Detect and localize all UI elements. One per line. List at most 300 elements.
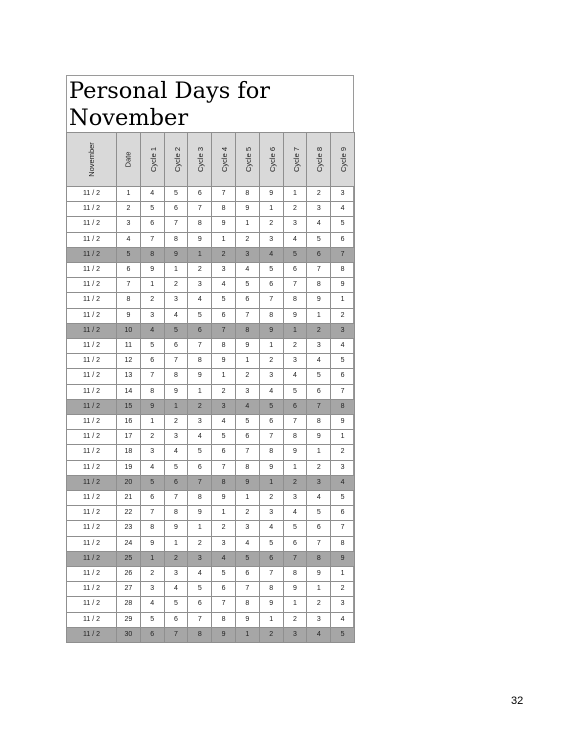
column-header [188, 133, 212, 187]
table-cell: 4 [307, 491, 331, 506]
table-cell: 2 [140, 430, 164, 445]
table-cell: 7 [140, 232, 164, 247]
table-cell: 6 [188, 597, 212, 612]
table-cell: 8 [140, 247, 164, 262]
table-cell: 3 [212, 263, 236, 278]
table-cell: 11 / 2 [67, 536, 117, 551]
table-cell: 4 [331, 202, 355, 217]
table-cell: 7 [307, 536, 331, 551]
table-cell: 22 [117, 506, 141, 521]
table-cell: 8 [117, 293, 141, 308]
table-row [67, 293, 355, 308]
table-cell: 7 [140, 369, 164, 384]
table-cell: 7 [235, 582, 259, 597]
table-cell: 8 [283, 430, 307, 445]
table-cell: 26 [117, 567, 141, 582]
table-cell: 8 [235, 187, 259, 202]
table-cell: 30 [117, 627, 141, 642]
table-cell: 9 [140, 536, 164, 551]
table-cell: 5 [212, 293, 236, 308]
table-cell: 6 [164, 202, 188, 217]
table-cell: 5 [188, 445, 212, 460]
table-cell: 5 [164, 323, 188, 338]
table-cell: 7 [188, 612, 212, 627]
column-header-label: Cycle 6 [267, 146, 277, 173]
table-cell: 23 [117, 521, 141, 536]
table-row [67, 187, 355, 202]
table-cell: 1 [307, 582, 331, 597]
table-cell: 11 / 2 [67, 384, 117, 399]
table-cell: 1 [164, 399, 188, 414]
table-row [67, 582, 355, 597]
table-cell: 6 [235, 567, 259, 582]
table-cell: 11 / 2 [67, 551, 117, 566]
table-cell: 7 [117, 278, 141, 293]
table-cell: 5 [283, 247, 307, 262]
table-cell: 4 [259, 521, 283, 536]
table-cell: 8 [259, 445, 283, 460]
table-cell: 9 [259, 323, 283, 338]
table-row [67, 369, 355, 384]
table-cell: 9 [307, 430, 331, 445]
table-cell: 4 [140, 323, 164, 338]
table-cell: 1 [283, 187, 307, 202]
table-cell: 4 [212, 415, 236, 430]
table-cell: 4 [307, 217, 331, 232]
table-cell: 6 [259, 551, 283, 566]
table-cell: 8 [307, 415, 331, 430]
table-cell: 7 [235, 308, 259, 323]
table-cell: 4 [212, 551, 236, 566]
table-body [67, 187, 355, 643]
table-cell: 3 [235, 247, 259, 262]
table-cell: 5 [307, 232, 331, 247]
table-cell: 9 [188, 232, 212, 247]
table-cell: 2 [331, 308, 355, 323]
table-cell: 7 [164, 627, 188, 642]
table-cell: 9 [140, 263, 164, 278]
table-cell: 4 [140, 187, 164, 202]
table-cell: 8 [331, 399, 355, 414]
table-cell: 7 [307, 263, 331, 278]
table-cell: 3 [140, 445, 164, 460]
table-cell: 11 / 2 [67, 308, 117, 323]
table-cell: 1 [140, 278, 164, 293]
table-row [67, 521, 355, 536]
table-cell: 17 [117, 430, 141, 445]
table-row [67, 475, 355, 490]
table-cell: 6 [307, 521, 331, 536]
table-cell: 6 [164, 612, 188, 627]
table-cell: 5 [331, 491, 355, 506]
table-cell: 28 [117, 597, 141, 612]
table-cell: 9 [164, 384, 188, 399]
table-cell: 9 [235, 202, 259, 217]
table-cell: 6 [140, 627, 164, 642]
table-cell: 4 [117, 232, 141, 247]
table-cell: 9 [212, 354, 236, 369]
table-cell: 4 [235, 263, 259, 278]
table-cell: 3 [331, 460, 355, 475]
table-cell: 5 [140, 475, 164, 490]
table-cell: 8 [283, 293, 307, 308]
table-cell: 1 [235, 627, 259, 642]
table-cell: 5 [259, 536, 283, 551]
table-cell: 9 [283, 308, 307, 323]
table-cell: 9 [331, 551, 355, 566]
table-cell: 1 [212, 369, 236, 384]
table-cell: 1 [235, 217, 259, 232]
table-cell: 4 [283, 369, 307, 384]
table-cell: 1 [307, 445, 331, 460]
table-cell: 7 [235, 445, 259, 460]
table-cell: 6 [140, 217, 164, 232]
table-cell: 11 / 2 [67, 597, 117, 612]
table-cell: 9 [212, 627, 236, 642]
table-cell: 1 [259, 612, 283, 627]
table-cell: 2 [140, 567, 164, 582]
table-cell: 6 [212, 308, 236, 323]
table-cell: 9 [188, 369, 212, 384]
table-cell: 6 [283, 536, 307, 551]
table-cell: 7 [259, 567, 283, 582]
table-cell: 2 [212, 247, 236, 262]
table-cell: 2 [235, 232, 259, 247]
table-cell: 3 [283, 491, 307, 506]
table-cell: 3 [283, 627, 307, 642]
table-cell: 2 [307, 597, 331, 612]
table-cell: 3 [164, 567, 188, 582]
table-cell: 6 [140, 354, 164, 369]
table-cell: 2 [307, 460, 331, 475]
table-cell: 2 [331, 582, 355, 597]
table-cell: 5 [331, 354, 355, 369]
table-cell: 8 [212, 339, 236, 354]
table-cell: 7 [164, 491, 188, 506]
table-cell: 5 [307, 369, 331, 384]
table-row [67, 612, 355, 627]
table-cell: 1 [235, 354, 259, 369]
table-cell: 4 [188, 293, 212, 308]
table-cell: 11 / 2 [67, 506, 117, 521]
table-cell: 11 / 2 [67, 582, 117, 597]
table-cell: 8 [188, 217, 212, 232]
table-cell: 7 [259, 430, 283, 445]
table-cell: 2 [283, 339, 307, 354]
table-cell: 1 [331, 430, 355, 445]
column-header [235, 133, 259, 187]
table-cell: 15 [117, 399, 141, 414]
table-cell: 1 [212, 232, 236, 247]
table-cell: 4 [331, 612, 355, 627]
table-cell: 3 [259, 506, 283, 521]
table-cell: 4 [188, 567, 212, 582]
table-cell: 8 [307, 551, 331, 566]
table-cell: 3 [212, 536, 236, 551]
table-cell: 11 / 2 [67, 278, 117, 293]
table-cell: 19 [117, 460, 141, 475]
table-cell: 4 [283, 232, 307, 247]
table-cell: 5 [140, 202, 164, 217]
table-cell: 4 [307, 354, 331, 369]
column-header-label: Cycle 8 [315, 146, 325, 173]
column-header [164, 133, 188, 187]
table-cell: 5 [188, 582, 212, 597]
table-cell: 11 / 2 [67, 247, 117, 262]
table-cell: 5 [283, 384, 307, 399]
table-cell: 7 [140, 506, 164, 521]
table-cell: 8 [212, 202, 236, 217]
table-cell: 3 [188, 415, 212, 430]
table-cell: 4 [164, 582, 188, 597]
table-row [67, 399, 355, 414]
column-header-label: Cycle 4 [220, 146, 230, 173]
column-header-label: Cycle 7 [291, 146, 301, 173]
table-row [67, 263, 355, 278]
table-cell: 11 / 2 [67, 232, 117, 247]
table-cell: 5 [212, 567, 236, 582]
table-cell: 5 [140, 339, 164, 354]
table-cell: 7 [212, 187, 236, 202]
table-cell: 2 [188, 399, 212, 414]
table-cell: 6 [331, 506, 355, 521]
table-cell: 4 [235, 536, 259, 551]
table-cell: 7 [164, 217, 188, 232]
table-cell: 13 [117, 369, 141, 384]
table-cell: 18 [117, 445, 141, 460]
table-cell: 2 [283, 612, 307, 627]
table-cell: 5 [307, 506, 331, 521]
table-cell: 2 [307, 187, 331, 202]
table-cell: 4 [164, 445, 188, 460]
table-cell: 3 [188, 278, 212, 293]
table-cell: 8 [212, 475, 236, 490]
table-cell: 3 [331, 187, 355, 202]
table-cell: 11 / 2 [67, 460, 117, 475]
table-cell: 7 [283, 551, 307, 566]
table-cell: 11 / 2 [67, 567, 117, 582]
table-cell: 4 [164, 308, 188, 323]
table-cell: 7 [283, 415, 307, 430]
table-cell: 8 [140, 521, 164, 536]
column-header [117, 133, 141, 187]
table-row [67, 354, 355, 369]
table-cell: 4 [212, 278, 236, 293]
table-cell: 1 [140, 415, 164, 430]
table-cell: 1 [283, 597, 307, 612]
table-cell: 3 [331, 597, 355, 612]
table-cell: 8 [188, 354, 212, 369]
table-cell: 9 [331, 415, 355, 430]
table-cell: 8 [235, 323, 259, 338]
table-cell: 1 [307, 308, 331, 323]
column-header-label: Cycle 1 [148, 146, 158, 173]
table-cell: 7 [212, 323, 236, 338]
column-header-label: Date [123, 151, 133, 168]
table-cell: 7 [212, 597, 236, 612]
table-cell: 9 [212, 491, 236, 506]
table-cell: 2 [307, 323, 331, 338]
table-cell: 2 [117, 202, 141, 217]
table-cell: 6 [212, 582, 236, 597]
table-cell: 3 [307, 339, 331, 354]
table-cell: 1 [188, 384, 212, 399]
table-cell: 1 [188, 521, 212, 536]
table-cell: 11 / 2 [67, 202, 117, 217]
table-row [67, 308, 355, 323]
table-cell: 14 [117, 384, 141, 399]
table-row [67, 415, 355, 430]
table-cell: 6 [188, 187, 212, 202]
table-cell: 3 [235, 521, 259, 536]
table-cell: 3 [212, 399, 236, 414]
table-cell: 11 [117, 339, 141, 354]
column-header-label: November [86, 142, 96, 177]
table-cell: 1 [164, 263, 188, 278]
table-cell: 1 [331, 567, 355, 582]
column-header [331, 133, 355, 187]
table-cell: 2 [164, 415, 188, 430]
table-cell: 5 [259, 399, 283, 414]
table-cell: 1 [283, 460, 307, 475]
table-cell: 7 [331, 384, 355, 399]
table-cell: 4 [283, 506, 307, 521]
table-cell: 5 [283, 521, 307, 536]
table-row [67, 627, 355, 642]
table-cell: 5 [235, 415, 259, 430]
table-cell: 11 / 2 [67, 430, 117, 445]
column-header-label: Cycle 5 [243, 146, 253, 173]
table-row [67, 536, 355, 551]
column-header [140, 133, 164, 187]
table-cell: 7 [283, 278, 307, 293]
schedule-card [66, 75, 354, 643]
table-row [67, 551, 355, 566]
page-number: 32 [511, 695, 524, 707]
table-row [67, 597, 355, 612]
table-cell: 4 [188, 430, 212, 445]
table-cell: 1 [259, 339, 283, 354]
table-cell: 29 [117, 612, 141, 627]
table-cell: 5 [212, 430, 236, 445]
table-cell: 9 [235, 475, 259, 490]
table-row [67, 278, 355, 293]
table-cell: 8 [307, 278, 331, 293]
table-cell: 8 [331, 536, 355, 551]
table-cell: 3 [283, 217, 307, 232]
table-cell: 7 [188, 202, 212, 217]
table-cell: 9 [188, 506, 212, 521]
column-header-label: Cycle 2 [172, 146, 182, 173]
table-cell: 8 [283, 567, 307, 582]
table-row [67, 445, 355, 460]
table-cell: 2 [259, 491, 283, 506]
table-cell: 4 [140, 460, 164, 475]
table-cell: 6 [140, 491, 164, 506]
table-cell: 8 [164, 506, 188, 521]
table-cell: 11 / 2 [67, 217, 117, 232]
table-cell: 3 [307, 202, 331, 217]
table-cell: 6 [235, 430, 259, 445]
table-cell: 6 [307, 247, 331, 262]
table-cell: 5 [140, 612, 164, 627]
table-cell: 4 [331, 475, 355, 490]
table-cell: 2 [283, 475, 307, 490]
table-cell: 11 / 2 [67, 612, 117, 627]
table-cell: 2 [212, 521, 236, 536]
table-header-row [67, 133, 355, 187]
table-cell: 6 [188, 323, 212, 338]
table-cell: 9 [117, 308, 141, 323]
table-cell: 2 [259, 627, 283, 642]
table-cell: 6 [235, 293, 259, 308]
table-cell: 11 / 2 [67, 415, 117, 430]
table-cell: 2 [331, 445, 355, 460]
table-cell: 2 [235, 369, 259, 384]
table-cell: 8 [164, 369, 188, 384]
page-title: Personal Days for November [69, 78, 271, 131]
table-cell: 11 / 2 [67, 369, 117, 384]
table-cell: 2 [188, 263, 212, 278]
table-cell: 7 [212, 460, 236, 475]
column-header [259, 133, 283, 187]
table-row [67, 384, 355, 399]
personal-days-table [66, 132, 355, 643]
column-header [212, 133, 236, 187]
table-cell: 6 [164, 339, 188, 354]
table-cell: 1 [212, 506, 236, 521]
column-header [307, 133, 331, 187]
table-cell: 2 [140, 293, 164, 308]
table-cell: 4 [331, 339, 355, 354]
table-cell: 9 [331, 278, 355, 293]
table-cell: 7 [307, 399, 331, 414]
table-cell: 1 [235, 491, 259, 506]
table-cell: 9 [307, 567, 331, 582]
table-row [67, 430, 355, 445]
table-cell: 1 [259, 475, 283, 490]
table-cell: 11 / 2 [67, 627, 117, 642]
table-cell: 11 / 2 [67, 263, 117, 278]
table-cell: 21 [117, 491, 141, 506]
table-cell: 1 [259, 202, 283, 217]
column-header [283, 133, 307, 187]
table-cell: 11 / 2 [67, 521, 117, 536]
table-cell: 1 [331, 293, 355, 308]
table-cell: 11 / 2 [67, 293, 117, 308]
table-cell: 8 [235, 460, 259, 475]
table-cell: 6 [259, 415, 283, 430]
table-cell: 11 / 2 [67, 354, 117, 369]
table-cell: 1 [140, 551, 164, 566]
column-header-label: Cycle 3 [196, 146, 206, 173]
table-cell: 8 [259, 582, 283, 597]
table-cell: 11 / 2 [67, 399, 117, 414]
table-cell: 16 [117, 415, 141, 430]
table-cell: 2 [164, 551, 188, 566]
table-row [67, 247, 355, 262]
table-cell: 11 / 2 [67, 475, 117, 490]
table-cell: 6 [331, 369, 355, 384]
table-cell: 2 [188, 536, 212, 551]
table-cell: 6 [188, 460, 212, 475]
table-cell: 1 [283, 323, 307, 338]
table-cell: 3 [259, 369, 283, 384]
table-cell: 9 [235, 339, 259, 354]
table-cell: 8 [188, 627, 212, 642]
table-cell: 8 [188, 491, 212, 506]
table-cell: 1 [164, 536, 188, 551]
